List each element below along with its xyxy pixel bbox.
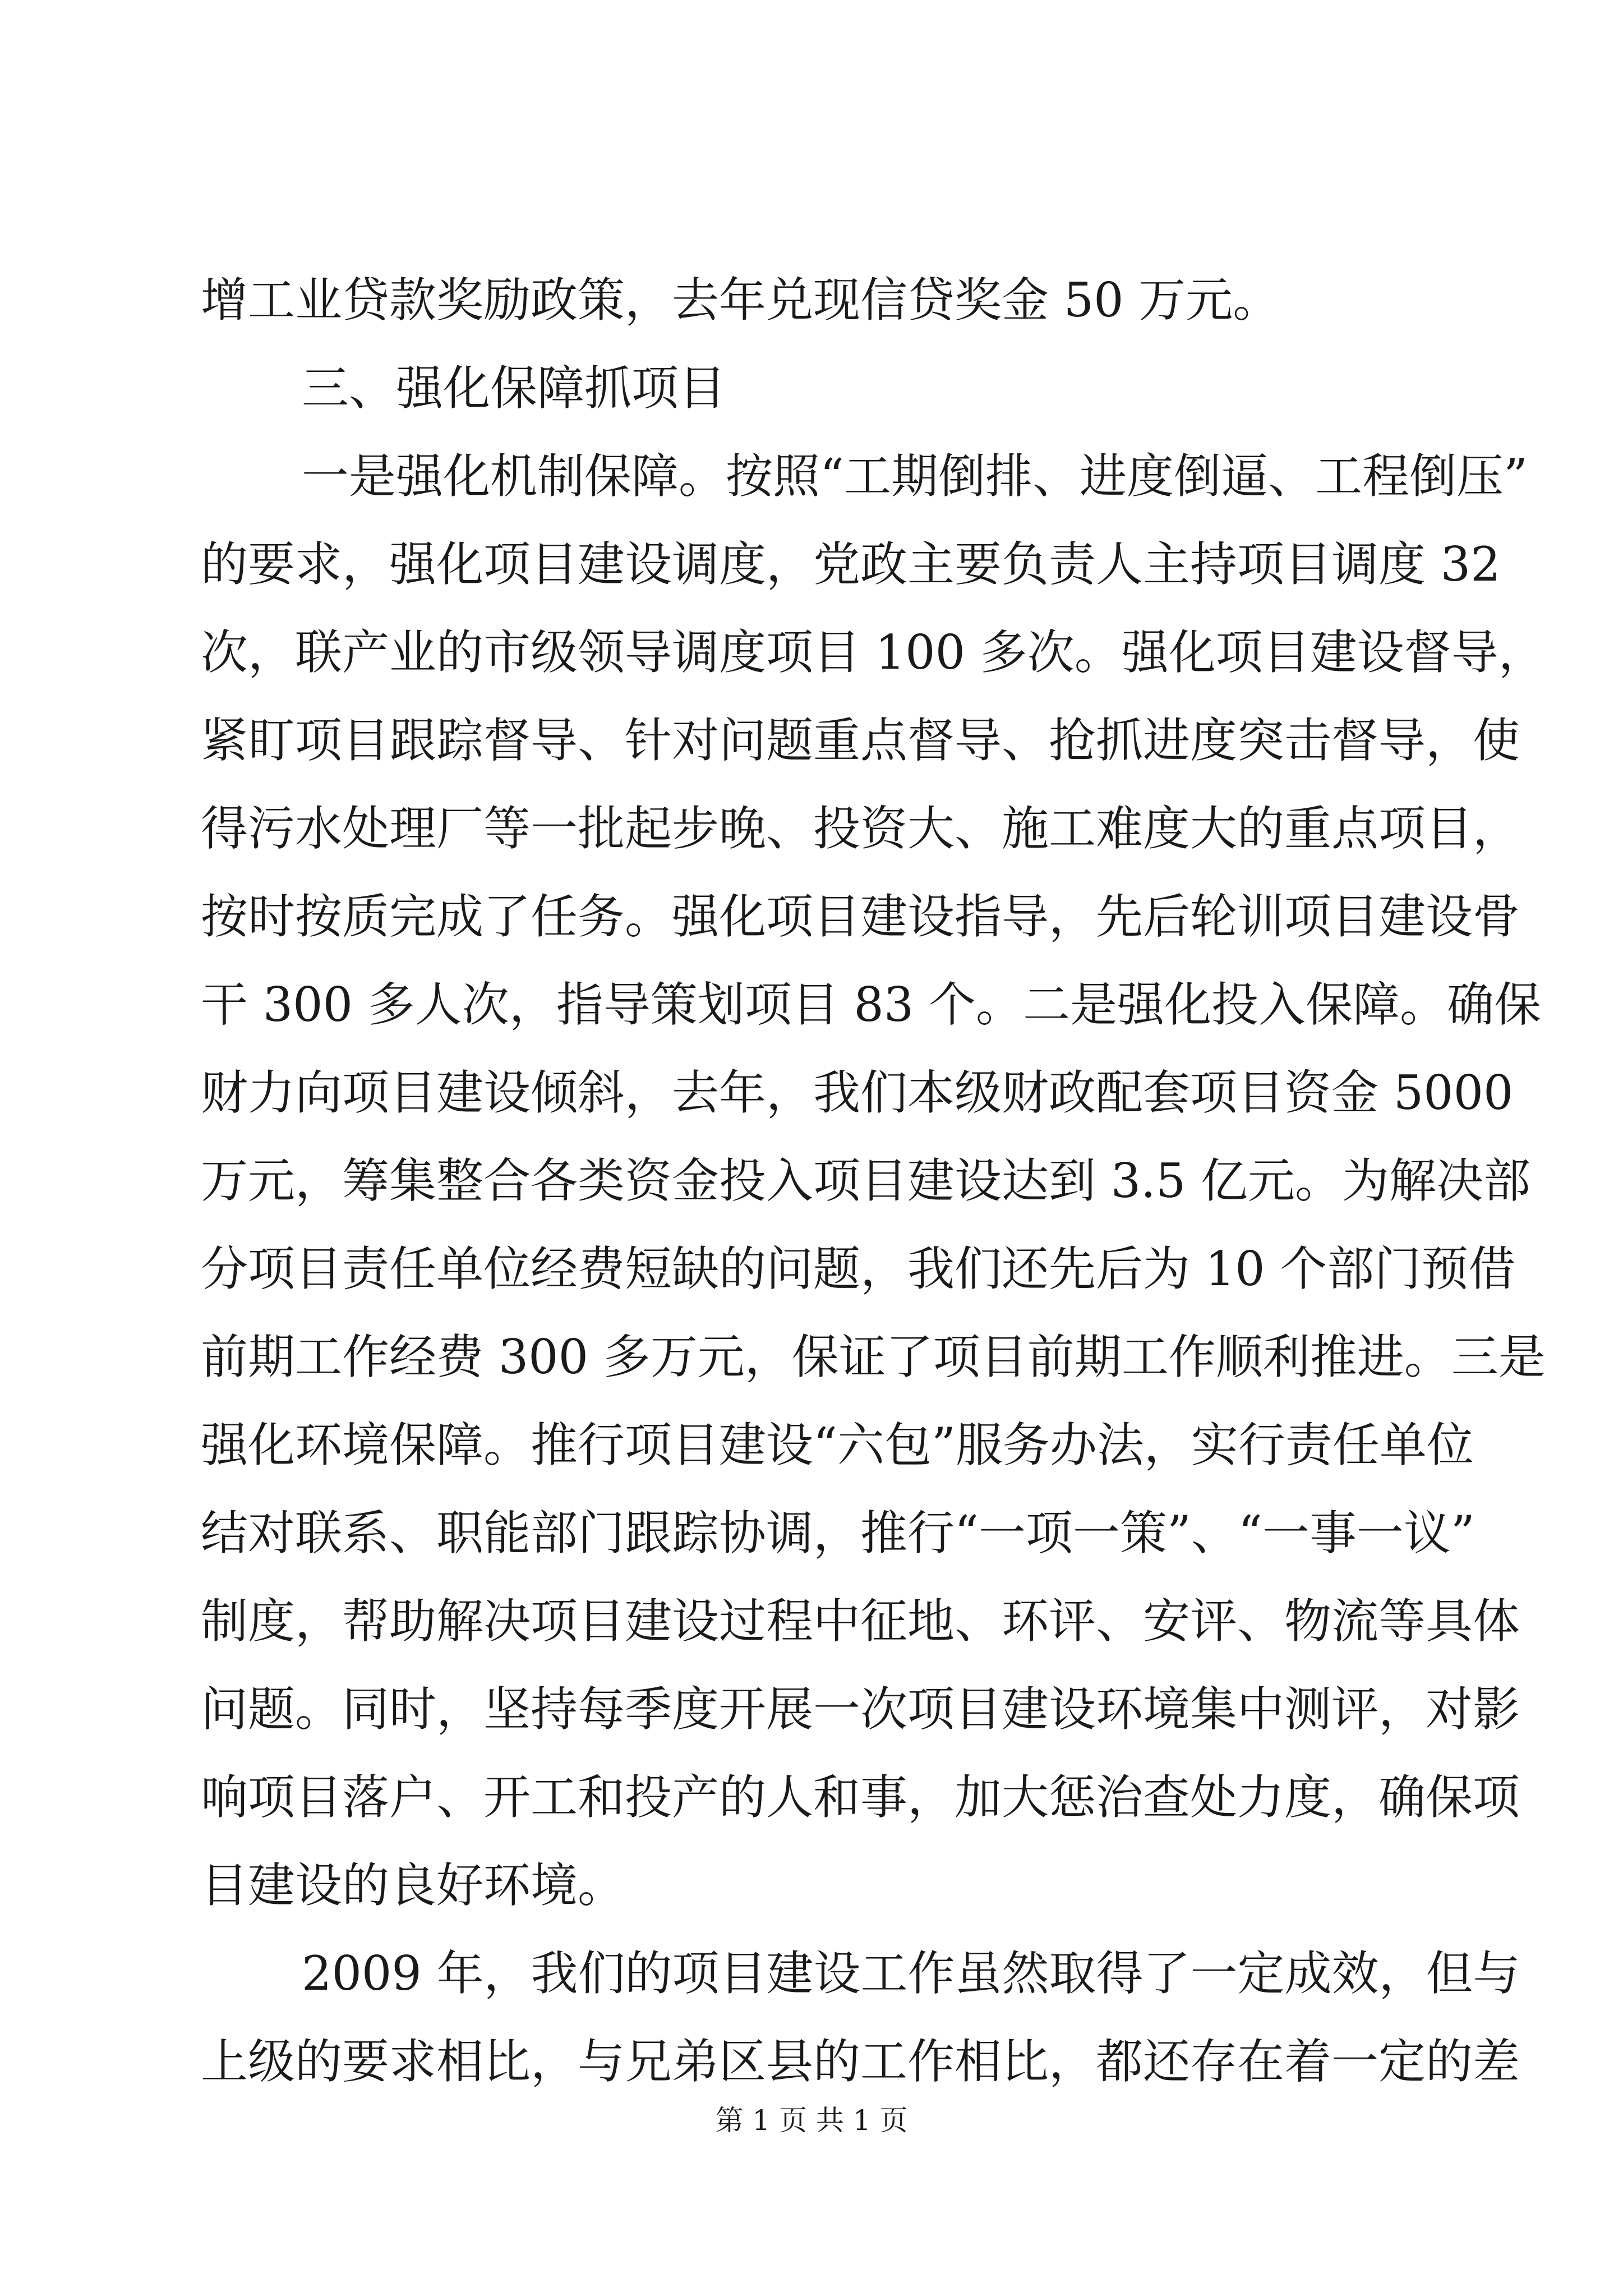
paragraph-line: 万元，筹集整合各类资金投入项目建设达到 3.5 亿元。为解决部	[201, 1153, 1530, 1208]
paragraph-line: 响项目落户、开工和投产的人和事，加大惩治查处力度，确保项	[201, 1770, 1520, 1825]
paragraph-line: 干 300 多人次，指导策划项目 83 个。二是强化投入保障。确保	[201, 977, 1542, 1032]
paragraph-line: 得污水处理厂等一批起步晚、投资大、施工难度大的重点项目，	[201, 801, 1520, 856]
paragraph-line: 上级的要求相比，与兄弟区县的工作相比，都还存在着一定的差	[201, 2034, 1520, 2089]
paragraph-line: 次，联产业的市级领导调度项目 100 多次。强化项目建设督导，	[201, 625, 1546, 680]
paragraph-line: 制度，帮助解决项目建设过程中征地、环评、安评、物流等具体	[201, 1594, 1520, 1649]
paragraph-line: 目建设的良好环境。	[201, 1858, 625, 1913]
paragraph-line: 按时按质完成了任务。强化项目建设指导，先后轮训项目建设骨	[201, 889, 1520, 944]
page-footer: 第 1 页 共 1 页	[715, 2104, 908, 2137]
paragraph-line: 结对联系、职能部门跟踪协调，推行“一项一策”、“一事一议”	[201, 1506, 1475, 1561]
paragraph-line: 紧盯项目跟踪督导、针对问题重点督导、抢抓进度突击督导，使	[201, 713, 1520, 768]
section-heading: 三、强化保障抓项目	[302, 361, 726, 416]
paragraph-line: 2009 年，我们的项目建设工作虽然取得了一定成效，但与	[302, 1946, 1520, 2001]
paragraph-line: 分项目责任单位经费短缺的问题，我们还先后为 10 个部门预借	[201, 1241, 1516, 1296]
paragraph-line: 的要求，强化项目建设调度，党政主要负责人主持项目调度 32	[201, 537, 1501, 592]
paragraph-line: 问题。同时，坚持每季度开展一次项目建设环境集中测评，对影	[201, 1682, 1520, 1737]
paragraph-line: 增工业贷款奖励政策，去年兑现信贷奖金 50 万元。	[201, 273, 1280, 328]
paragraph-line: 一是强化机制保障。按照“工期倒排、进度倒逼、工程倒压”	[302, 449, 1528, 504]
paragraph-line: 财力向项目建设倾斜，去年，我们本级财政配套项目资金 5000	[201, 1065, 1514, 1120]
paragraph-line: 前期工作经费 300 多万元，保证了项目前期工作顺利推进。三是	[201, 1329, 1546, 1384]
paragraph-line: 强化环境保障。推行项目建设“六包”服务办法，实行责任单位	[201, 1418, 1474, 1473]
